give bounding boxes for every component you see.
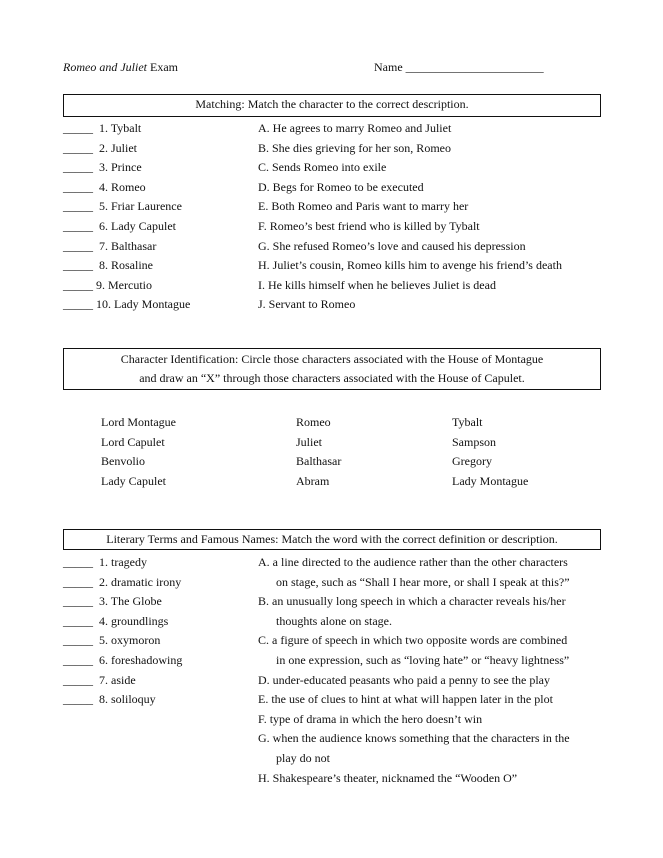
- matching-character: _____ 3. Prince: [63, 160, 142, 175]
- literary-definition: B. an unusually long speech in which a character reveals his/her: [258, 594, 566, 609]
- literary-definition: thoughts alone on stage.: [258, 613, 392, 628]
- matching-description: E. Both Romeo and Paris want to marry her: [258, 199, 469, 214]
- matching-description: D. Begs for Romeo to be executed: [258, 179, 424, 194]
- identification-instruction-box: [63, 348, 601, 390]
- character-name: Lord Montague: [101, 415, 176, 429]
- character-name: Lady Capulet: [101, 474, 166, 489]
- literary-term: _____ 7. aside: [63, 672, 136, 687]
- character-name: Lord Capulet: [101, 434, 165, 449]
- literary-instruction-box: [63, 529, 601, 550]
- character-name: Gregory: [452, 454, 492, 469]
- literary-definition: E. the use of clues to hint at what will happen later in the plot: [258, 692, 553, 707]
- literary-term: _____ 3. The Globe: [63, 594, 162, 609]
- matching-character: _____ 7. Balthasar: [63, 238, 157, 253]
- identification-instruction-line2: and draw an “X” through those characters associated with the House of Capulet.: [139, 371, 525, 385]
- literary-term: _____ 2. dramatic irony: [63, 574, 182, 589]
- matching-description: J. Servant to Romeo: [258, 297, 356, 312]
- matching-character: _____ 6. Lady Capulet: [63, 219, 176, 233]
- matching-instruction: Matching: Match the character to the correct description.: [195, 97, 469, 111]
- matching-description: B. She dies grieving for her son, Romeo: [258, 140, 451, 155]
- literary-term: _____ 1. tragedy: [63, 555, 147, 569]
- exam-title-rest: Exam: [146, 60, 178, 74]
- matching-description: G. She refused Romeo’s love and caused his depression: [258, 238, 526, 253]
- literary-definition: F. type of drama in which the hero doesn’t win: [258, 711, 483, 726]
- matching-instruction-box: [63, 94, 601, 117]
- literary-definition: play do not: [258, 751, 330, 765]
- literary-instruction: Literary Terms and Famous Names: Match the word with the correct definition or description.: [106, 532, 558, 546]
- matching-description: I. He kills himself when he believes Juliet is dead: [258, 277, 496, 292]
- character-name: Lady Montague: [452, 474, 529, 489]
- matching-description: F. Romeo’s best friend who is killed by Tybalt: [258, 219, 480, 233]
- matching-character: _____ 1. Tybalt: [63, 121, 142, 135]
- literary-definition: in one expression, such as “loving hate” or “heavy lightness”: [258, 653, 570, 667]
- literary-term: _____ 8. soliloquy: [63, 692, 156, 707]
- character-name: Sampson: [452, 434, 497, 449]
- matching-character: _____ 9. Mercutio: [63, 277, 152, 292]
- matching-character: _____ 2. Juliet: [63, 140, 137, 155]
- character-name: Romeo: [296, 415, 331, 429]
- literary-term: _____ 5. oxymoron: [63, 633, 161, 648]
- matching-character: _____ 10. Lady Montague: [63, 297, 191, 312]
- exam-title-italic: Romeo and Juliet: [63, 60, 147, 74]
- matching-character: _____ 4. Romeo: [63, 179, 146, 194]
- matching-description: A. He agrees to marry Romeo and Juliet: [258, 121, 452, 135]
- literary-definition: C. a figure of speech in which two opposite words are combined: [258, 633, 568, 648]
- identification-instruction-line1: Character Identification: Circle those characters associated with the House of Montague: [120, 352, 544, 366]
- matching-character: _____ 5. Friar Laurence: [63, 199, 182, 214]
- literary-definition: D. under-educated peasants who paid a penny to see the play: [258, 672, 550, 687]
- character-name: Balthasar: [296, 454, 342, 469]
- literary-term: _____ 4. groundlings: [63, 613, 169, 628]
- literary-definition: G. when the audience knows something that the characters in the: [258, 731, 570, 746]
- name-field-label: Name _______________________: [374, 60, 544, 74]
- literary-term: _____ 6. foreshadowing: [63, 653, 183, 667]
- literary-definition: H. Shakespeare’s theater, nicknamed the “Wooden O”: [258, 770, 518, 785]
- literary-definition: on stage, such as “Shall I hear more, or shall I speak at this?”: [258, 574, 570, 589]
- matching-description: H. Juliet’s cousin, Romeo kills him to avenge his friend’s death: [258, 258, 562, 273]
- matching-character: _____ 8. Rosaline: [63, 258, 153, 273]
- character-name: Abram: [296, 474, 330, 489]
- matching-description: C. Sends Romeo into exile: [258, 160, 387, 175]
- literary-definition: A. a line directed to the audience rather than the other characters: [258, 555, 568, 569]
- character-name: Benvolio: [101, 454, 145, 469]
- exam-title: [63, 60, 178, 75]
- character-name: Tybalt: [452, 415, 483, 429]
- character-name: Juliet: [296, 434, 322, 449]
